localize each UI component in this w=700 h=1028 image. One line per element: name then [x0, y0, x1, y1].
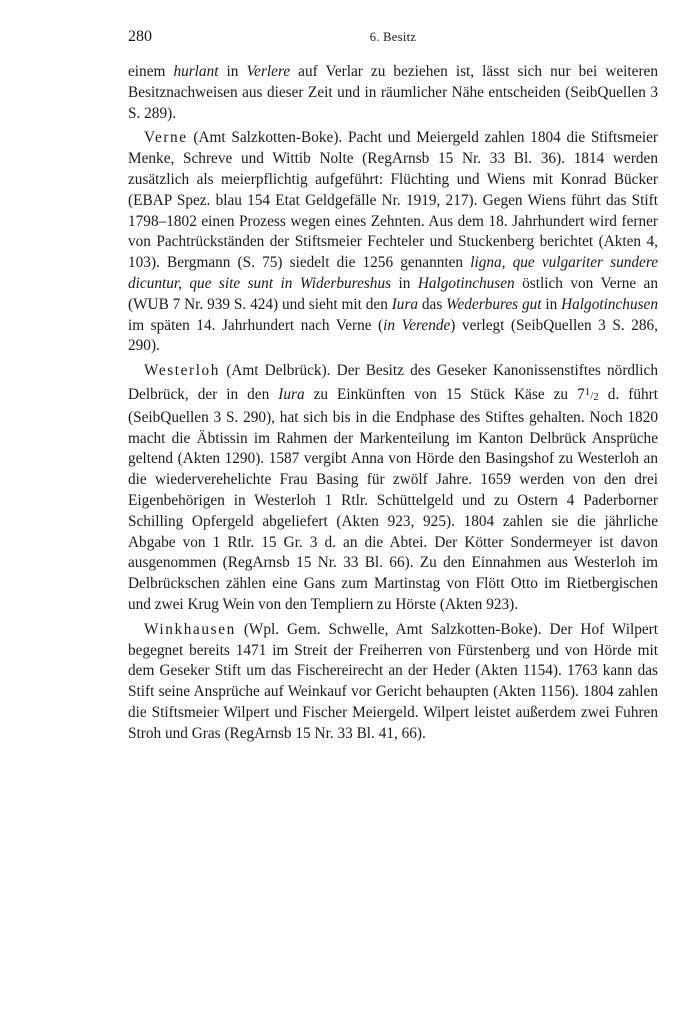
paragraph-winkhausen	[128, 620, 658, 745]
document-page	[128, 28, 658, 745]
text-segment: (Amt Delbrück). Der Besitz des Geseker Kanonissenstiftes nördlich Delbrück, der in den	[128, 362, 658, 403]
italic-segment: in Verende	[383, 316, 451, 334]
italic-segment: Halgotinchusen	[417, 274, 515, 292]
paragraph-verne	[128, 128, 658, 357]
entry-head: Verne	[144, 129, 188, 147]
paragraph-verlar-continuation	[128, 62, 658, 124]
running-head: 6. Besitz	[369, 30, 417, 44]
italic-segment: Halgotinchusen	[561, 295, 658, 313]
text-segment: in	[391, 274, 418, 292]
italic-segment: ligna, que vulgariter sundere dicuntur, que site sunt in Widerbureshus	[128, 254, 658, 292]
entry-head: Westerloh	[144, 362, 221, 380]
text-segment: ) verlegt (SeibQuellen 3 S. 286, 290).	[128, 316, 659, 355]
text-segment: im späten 14. Jahrhundert nach Verne (	[128, 316, 384, 334]
italic-segment: Iura	[391, 295, 419, 313]
text-segment: in	[541, 295, 562, 313]
page-number: 280	[128, 28, 152, 45]
entry-head: Winkhausen	[144, 620, 236, 638]
paragraph-westerloh	[128, 361, 658, 616]
text-segment: (Amt Salzkotten-Boke). Pacht und Meiergeld zahlen 1804 die Stiftsmeier Menke, Schreve und Wittib Nolte (RegArnsb 15 Nr. 33 Bl. 36). 1814 werden zusätzlich als meierpflichtig aufgeführt: Flüchting und Wiens mit Konrad Bücker (EBAP Spez. blau 154 Etat Geldgefälle Nr. 1919, 217). Gegen Wiens führt das Stift 1798–1802 einen Prozess wegen eines Zehnten. Aus dem 18. Jahrhundert wird ferner von Pachtrückständen der Stiftsmeier Fechteler und Stuckenberg berichtet (Akten 4, 103). Bergmann (S. 75) siedelt die 1256 genannten	[128, 129, 658, 272]
text-segment: in	[218, 63, 247, 80]
italic-segment: Iura	[278, 385, 305, 403]
fraction: 1/2	[584, 385, 599, 403]
text-segment: das	[418, 295, 447, 313]
italic-segment: hurlant	[173, 63, 219, 80]
text-segment: zu Einkünften von 15 Stück Käse zu 7	[304, 385, 585, 403]
page-header	[128, 28, 658, 52]
text-segment: d. führt (SeibQuellen 3 S. 290), hat sich bis in die Endphase des Stiftes gehalten. Noch 1820 macht die Äbtissin im Rahmen der Markenteilung im Kanton Delbrück Ansprüche geltend (Akten 1290). 1587 vergibt Anna von Hörde den Basingshof zu Westerloh an die wiederverehelichte Frau Basing für zwölf Jahre. 1659 werden von den drei Eigenbehörigen in Westerloh 1 Rtlr. Schüttelgeld und zu Ostern 4 Paderborner Schilling Opfergeld abgeliefert (Akten 923, 925). 1804 zahlen sie die jährliche Abgabe von 1 Rtlr. 15 Gr. 3 d. an die Abtei. Der Kötter Sondermeyer ist davon ausgenommen (RegArnsb 15 Nr. 33 Bl. 66). Zu den Einnahmen aus Westerloh im Delbrückschen zählen eine Gans zum Martinstag von Flött Otto im Rietbergischen und zwei Krug Wein von den Templiern zu Hörste (Akten 923).	[128, 385, 658, 613]
text-segment: einem	[128, 63, 174, 80]
text-segment: (Wpl. Gem. Schwelle, Amt Salzkotten-Boke). Der Hof Wilpert begegnet bereits 1471 im Streit der Freiherren von Fürstenberg und von Hörde mit dem Geseker Stift um das Fischereirecht an der Heder (Akten 1154). 1763 kann das Stift seine Ansprüche auf Weinkauf vor Gericht behaupten (Akten 1156). 1804 zahlen die Stiftsmeier Wilpert und Fischer Meiergeld. Wilpert leistet außerdem zwei Fuhren Stroh und Gras (RegArnsb 15 Nr. 33 Bl. 41, 66).	[128, 620, 658, 742]
text-segment: auf Verlar zu beziehen ist, lässt sich nur bei weiteren Besitznachweisen aus dieser Zeit und in räumlicher Nähe entscheiden (SeibQuellen 3 S. 289).	[128, 63, 658, 122]
italic-segment: Verlere	[246, 63, 291, 80]
text-segment: östlich von Verne an (WUB 7 Nr. 939 S. 424) und sieht mit den	[128, 274, 658, 313]
italic-segment: Wederbures gut	[446, 295, 542, 313]
